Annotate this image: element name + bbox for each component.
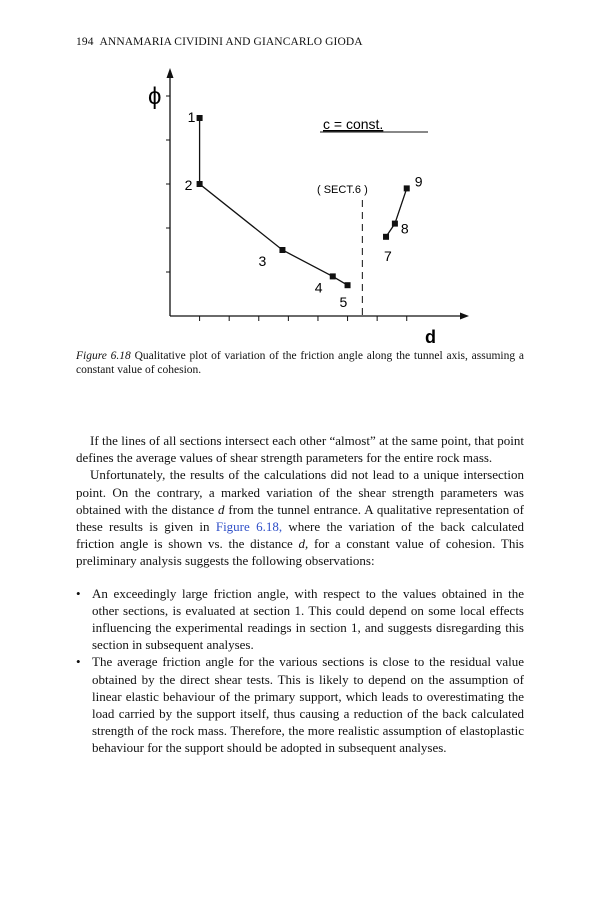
data-point-label: 7 (384, 247, 392, 264)
data-point-label: 1 (187, 109, 196, 125)
data-point-marker (345, 282, 351, 288)
x-axis-label: d (425, 327, 436, 347)
paragraph-2-mid: from the tunnel entrance. A qualitative representation of these results is given in (76, 501, 524, 535)
observation-list (76, 585, 524, 757)
chart-lines (200, 118, 407, 285)
paragraph-1: If the lines of all sections intersect each other “almost” at the same point, that point defines the average values of shear strength parameters for the entire rock mass. (76, 433, 524, 466)
data-point-marker (197, 115, 203, 121)
friction-angle-chart (130, 60, 490, 350)
data-point-label: 5 (339, 294, 348, 311)
chart-markers (197, 115, 410, 288)
observation-item (76, 585, 524, 654)
constant-cohesion-annotation: c = const. (323, 116, 384, 132)
paragraph-2 (76, 466, 524, 569)
paragraph-2-start: Unfortunately, the results of the calculations did not lead to a unique intersection point. On the contrary, a marked variation of the shear strength parameters was obtained with the distance (76, 467, 524, 517)
data-point-marker (383, 234, 389, 240)
data-point-label: 8 (400, 220, 409, 237)
bullet-icon: • (76, 585, 81, 601)
chart-point-labels (185, 109, 423, 310)
y-axis-arrow (167, 68, 174, 78)
running-head-authors: ANNAMARIA CIVIDINI AND GIANCARLO GIODA (99, 36, 363, 48)
x-axis-arrow (460, 313, 469, 320)
observation-text: An exceedingly large friction angle, with respect to the values obtained in the other sections, is evaluated at section 1. This could depend on some local effects influencing the experimental readings in section 1, and suggests disregarding this section in subsequent analyses. (92, 585, 524, 653)
figure-label: Figure 6.18 (76, 350, 131, 362)
variable-d-2: d, (298, 536, 309, 552)
data-point-marker (404, 185, 410, 191)
figure-caption (76, 349, 524, 377)
data-point-marker (330, 273, 336, 279)
variable-d: d (218, 501, 225, 517)
observation-text: The average friction angle for the various sections is close to the residual value obtained by the direct shear tests. This is likely to depend on the assumption of linear elastic behaviour of the primary support, which leads to overestimating the load carried by the support itself, thus causing a reduction of the back calculated strength of the rock mass. Therefore, the more realistic assumption of elastoplastic behaviour for the support should be adopted in subsequent analyses. (92, 654, 524, 756)
page-number: 194 (76, 36, 94, 48)
observation-item (76, 653, 524, 756)
section-6-marker: ( SECT.6 ) (317, 184, 368, 196)
body-text (76, 432, 524, 757)
series-line (200, 118, 348, 285)
y-axis-label: ϕ (148, 83, 162, 110)
bullet-icon: • (76, 654, 81, 670)
data-point-marker (279, 247, 285, 253)
data-point-marker (197, 181, 203, 187)
data-point-label: 2 (184, 177, 193, 193)
data-point-marker (392, 221, 398, 227)
data-point-label: 4 (314, 279, 323, 296)
figure-caption-text: Qualitative plot of variation of the friction angle along the tunnel axis, assuming a constant value of cohesion. (76, 350, 525, 376)
paragraph-2-mid2: where the variation of the back calculated friction angle is shown vs. the distance (76, 519, 524, 552)
paragraph-2-end: for a constant value of cohesion. This preliminary analysis suggests the following observations: (76, 536, 524, 569)
data-point-label: 9 (414, 173, 423, 190)
figure-6-18-link[interactable]: Figure 6.18, (215, 519, 283, 535)
running-head (76, 36, 363, 48)
data-point-label: 3 (258, 253, 267, 269)
